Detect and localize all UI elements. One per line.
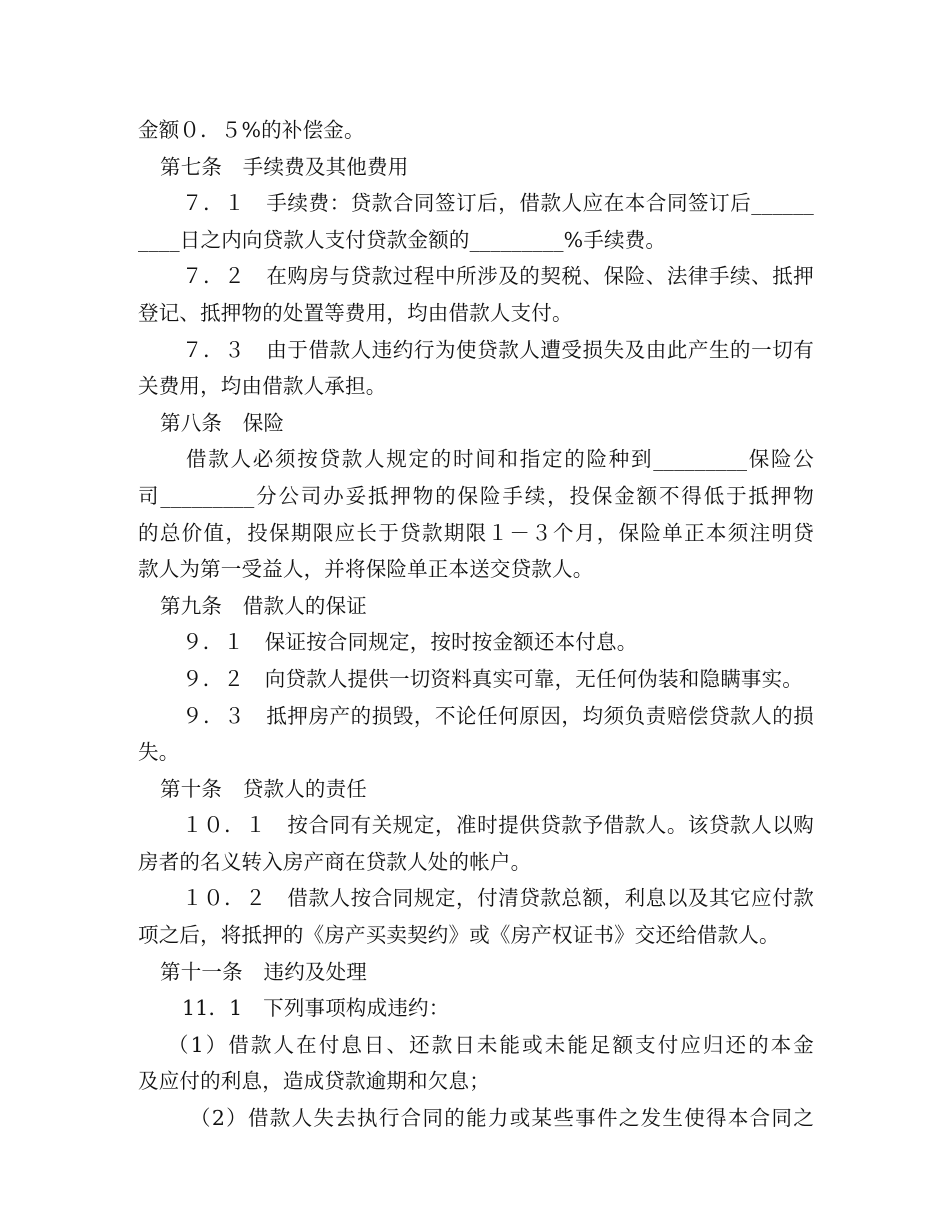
clause-text: ９．３ 抵押房产的损毁，不论任何原因，均须负责赔偿贷款人的损 [182,703,814,728]
list-item-text: （1）借款人在付息日、还款日未能或未能足额支付应归还的本金 [168,1032,814,1057]
document-body [138,112,814,1137]
clause-text: ９．１ 保证按合同规定，按时按金额还本付息。 [182,630,638,655]
clause-text: ９．２ 向贷款人提供一切资料真实可靠，无任何伪装和隐瞒事实。 [182,666,803,691]
article-heading: 第十条 贷款人的责任 [160,776,367,801]
clause-text: ____日之内向贷款人支付贷款金额的_________%手续费。 [138,227,667,252]
clause-text: 失。 [138,740,180,765]
article-heading: 第十一条 违约及处理 [160,959,367,984]
article-heading: 第九条 借款人的保证 [160,593,367,618]
article-heading: 第七条 手续费及其他费用 [160,154,409,179]
clause-text: １０．１ 按合同有关规定，准时提供贷款予借款人。该贷款人以购 [182,813,814,838]
paragraph-text: 借款人必须按贷款人规定的时间和指定的险种到_________保险公 [186,447,814,472]
text-line: 金额０．５%的补偿金。 [138,118,365,142]
paragraph-text: 司_________分公司办妥抵押物的保险手续，投保金额不得低于抵押物 [138,483,814,508]
paragraph-text: 款人为第一受益人，并将保险单正本送交贷款人。 [138,557,594,582]
clause-text: １０．２ 借款人按合同规定，付清贷款总额，利息以及其它应付款 [182,886,814,911]
paragraph-text: 的总价值，投保期限应长于贷款期限１－３个月，保险单正本须注明贷 [138,520,814,545]
clause-text: ７．３ 由于借款人违约行为使贷款人遭受损失及由此产生的一切有 [182,337,814,362]
clause-text: 房者的名义转入房产商在贷款人处的帐户。 [138,849,532,874]
clause-text: 关费用，均由借款人承担。 [138,374,387,399]
list-item-text: （2）借款人失去执行合同的能力或某些事件之发生使得本合同之 [190,1106,814,1131]
clause-text: ７．２ 在购房与贷款过程中所涉及的契税、保险、法律手续、抵押 [182,264,814,289]
clause-text: 项之后，将抵押的《房产买卖契约》或《房产权证书》交还给借款人。 [138,923,780,948]
clause-text: ７．１ 手续费：贷款合同签订后，借款人应在本合同签订后______ [182,191,814,216]
article-heading: 第八条 保险 [160,410,285,435]
clause-text: 11．1 下列事项构成违约： [182,996,450,1021]
list-item-text: 及应付的利息，造成贷款逾期和欠息； [138,1069,490,1094]
clause-text: 登记、抵押物的处置等费用，均由借款人支付。 [138,300,573,325]
